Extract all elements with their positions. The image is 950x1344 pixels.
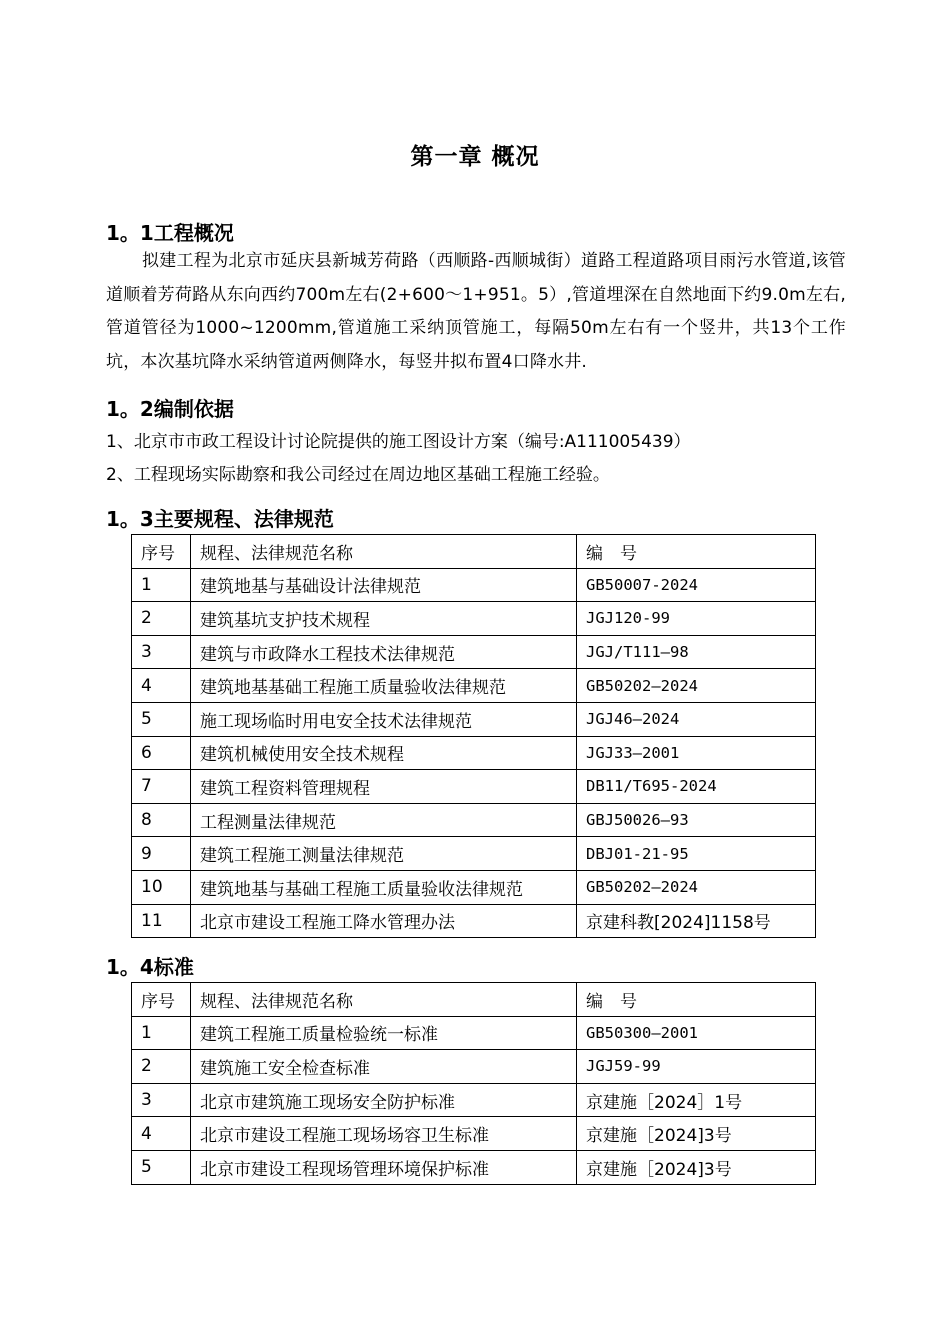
table-row <box>132 1150 816 1184</box>
table-cell-number: 2 <box>132 602 191 636</box>
table-row <box>132 770 816 804</box>
table-cell-name: 北京市建设工程施工现场场容卫生标准 <box>191 1117 577 1151</box>
table-cell-number: 11 <box>132 904 191 938</box>
table-cell-code: GB50300—2001 <box>577 1016 816 1050</box>
table-cell-number: 2 <box>132 1050 191 1084</box>
table-cell-number: 1 <box>132 1016 191 1050</box>
table-cell-name: 建筑机械使用安全技术规程 <box>191 736 577 770</box>
table-cell-code: GB50007-2024 <box>577 568 816 602</box>
table-cell-name: 建筑地基基础工程施工质量验收法律规范 <box>191 669 577 703</box>
table-cell-name: 北京市建筑施工现场安全防护标准 <box>191 1083 577 1117</box>
section-heading-regulations: 1。3主要规程、法律规范 <box>106 507 334 531</box>
table-cell-name: 建筑地基与基础工程施工质量验收法律规范 <box>191 870 577 904</box>
table-cell-name: 工程测量法律规范 <box>191 803 577 837</box>
table-cell-number: 10 <box>132 870 191 904</box>
standards-table <box>131 982 816 1185</box>
table-cell-number: 5 <box>132 702 191 736</box>
table-cell-name: 建筑基坑支护技术规程 <box>191 602 577 636</box>
table-row <box>132 1117 816 1151</box>
section-heading-overview: 1。1工程概况 <box>106 221 234 245</box>
basis-item-1: 1、北京市市政工程设计讨论院提供的施工图设计方案（编号:A111005439） <box>106 432 691 452</box>
basis-item-2: 2、工程现场实际勘察和我公司经过在周边地区基础工程施工经验。 <box>106 465 610 485</box>
table-cell-code: JGJ46—2024 <box>577 702 816 736</box>
section-heading-basis: 1。2编制依据 <box>106 397 234 421</box>
table-cell-code: DBJ01-21-95 <box>577 837 816 871</box>
table-cell-number: 4 <box>132 1117 191 1151</box>
table-row <box>132 1050 816 1084</box>
table-cell-code: 京建施［2024］1号 <box>577 1083 816 1117</box>
table-cell-name: 建筑工程施工质量检验统一标准 <box>191 1016 577 1050</box>
overview-paragraph: 拟建工程为北京市延庆县新城芳荷路（西顺路-西顺城街）道路工程道路项目雨污水管道,该管道顺着芳荷路从东向西约700m左右(2+600～1+951。5）,管道埋深在自然地面下约9.0m左右,管道管径为1000~1200mm,管道施工采纳顶管施工，每隔50m左右有一个竖井，共13个工作坑，本次基坑降水采纳管道两侧降水，每竖井拟布置4口降水井. <box>106 251 846 372</box>
table-cell-name: 施工现场临时用电安全技术法律规范 <box>191 702 577 736</box>
table-cell-code: 编 号 <box>577 535 816 569</box>
table-cell-code: 京建科教[2024]1158号 <box>577 904 816 938</box>
table-cell-code: GB50202—2024 <box>577 669 816 703</box>
table-cell-code: JGJ33—2001 <box>577 736 816 770</box>
table-cell-number: 6 <box>132 736 191 770</box>
table-cell-code: JGJ/T111—98 <box>577 635 816 669</box>
table-cell-code: 京建施［2024]3号 <box>577 1150 816 1184</box>
table-cell-name: 建筑地基与基础设计法律规范 <box>191 568 577 602</box>
section-heading-standards: 1。4标准 <box>106 955 194 979</box>
table-cell-name: 建筑施工安全检查标准 <box>191 1050 577 1084</box>
table-row <box>132 904 816 938</box>
table-row <box>132 803 816 837</box>
table-cell-number: 1 <box>132 568 191 602</box>
table-cell-code: 京建施［2024]3号 <box>577 1117 816 1151</box>
table-row <box>132 669 816 703</box>
table-cell-number: 4 <box>132 669 191 703</box>
table-row <box>132 837 816 871</box>
table-cell-number: 序号 <box>132 535 191 569</box>
table-cell-code: DB11/T695-2024 <box>577 770 816 804</box>
table-cell-code: GB50202—2024 <box>577 870 816 904</box>
table-cell-number: 8 <box>132 803 191 837</box>
table-cell-number: 5 <box>132 1150 191 1184</box>
table-row <box>132 1016 816 1050</box>
table-row <box>132 568 816 602</box>
table-header-row <box>132 983 816 1017</box>
table-cell-number: 序号 <box>132 983 191 1017</box>
table-row <box>132 736 816 770</box>
table-cell-name: 北京市建设工程施工降水管理办法 <box>191 904 577 938</box>
table-cell-code: 编 号 <box>577 983 816 1017</box>
table-cell-name: 建筑与市政降水工程技术法律规范 <box>191 635 577 669</box>
table-row <box>132 635 816 669</box>
table-cell-number: 3 <box>132 635 191 669</box>
table-cell-number: 3 <box>132 1083 191 1117</box>
table-cell-code: JGJ59-99 <box>577 1050 816 1084</box>
table-cell-code: GBJ50026—93 <box>577 803 816 837</box>
table-row <box>132 702 816 736</box>
table-cell-name: 北京市建设工程现场管理环境保护标准 <box>191 1150 577 1184</box>
table-row <box>132 870 816 904</box>
table-row <box>132 602 816 636</box>
table-cell-name: 建筑工程资料管理规程 <box>191 770 577 804</box>
table-cell-code: JGJ120-99 <box>577 602 816 636</box>
regulations-table <box>131 534 816 938</box>
table-cell-number: 7 <box>132 770 191 804</box>
table-row <box>132 1083 816 1117</box>
table-cell-name: 建筑工程施工测量法律规范 <box>191 837 577 871</box>
table-cell-name: 规程、法律规范名称 <box>191 535 577 569</box>
table-cell-number: 9 <box>132 837 191 871</box>
table-cell-name: 规程、法律规范名称 <box>191 983 577 1017</box>
chapter-title: 第一章 概况 <box>410 144 540 170</box>
table-header-row <box>132 535 816 569</box>
